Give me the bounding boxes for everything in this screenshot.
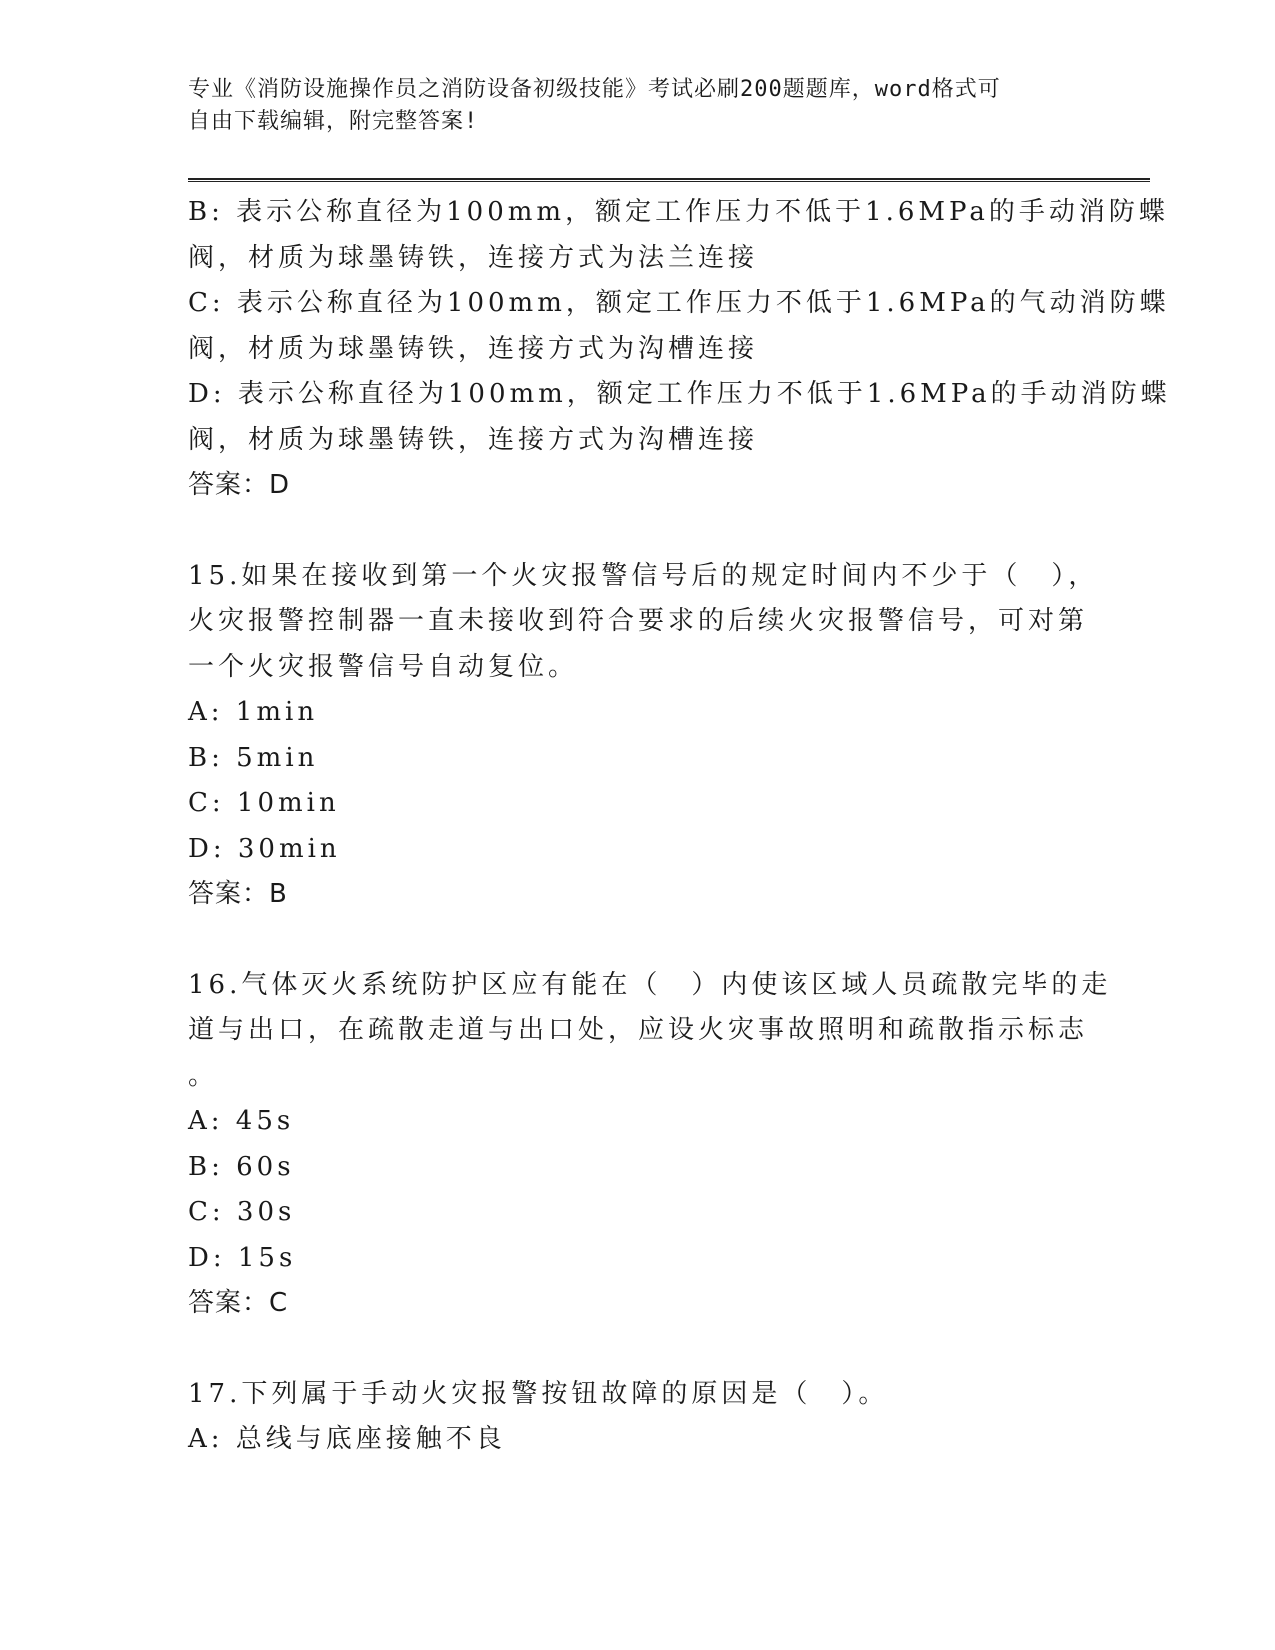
option-c: C: 30s bbox=[188, 1197, 296, 1227]
question-16-stem-1: 16.气体灭火系统防护区应有能在（ ）内使该区域人员疏散完毕的走 bbox=[188, 969, 1112, 1000]
question-15 bbox=[188, 554, 1099, 918]
document-header bbox=[188, 74, 1068, 138]
option-d: D: 15s bbox=[188, 1242, 297, 1273]
question-16 bbox=[188, 963, 1112, 1327]
question-15-stem-3: 一个火灾报警信号自动复位。 bbox=[188, 651, 579, 682]
header-line-2: 自由下载编辑，附完整答案! bbox=[188, 109, 479, 134]
question-16-stem-2: 道与出口，在疏散走道与出口处，应设火灾事故照明和疏散指示标志 bbox=[188, 1015, 1089, 1045]
option-d: D: 30min bbox=[188, 833, 341, 864]
option-a: A: 1min bbox=[188, 697, 319, 727]
answer-15: 答案：B bbox=[188, 879, 288, 909]
spacer bbox=[188, 918, 1088, 963]
question-17 bbox=[188, 1372, 1088, 1463]
option-d-line-2: 阀，材质为球墨铸铁，连接方式为沟槽连接 bbox=[188, 424, 759, 455]
option-b-line-1: B: 表示公称直径为100mm，额定工作压力不低于1.6MPa的手动消防蝶 bbox=[188, 197, 1169, 227]
header-divider bbox=[188, 178, 1150, 182]
option-d-line-1: D: 表示公称直径为100mm，额定工作压力不低于1.6MPa的手动消防蝶 bbox=[188, 379, 1171, 409]
option-c: C: 10min bbox=[188, 788, 340, 818]
question-17-stem-1: 17.下列属于手动火灾报警按钮故障的原因是（ ）。 bbox=[188, 1378, 889, 1409]
question-14-tail bbox=[188, 190, 1171, 509]
option-a: A: 45s bbox=[188, 1106, 295, 1136]
option-b-line-2: 阀，材质为球墨铸铁，连接方式为法兰连接 bbox=[188, 242, 759, 273]
question-15-stem-1: 15.如果在接收到第一个火灾报警信号后的规定时间内不少于（ ）， bbox=[188, 560, 1099, 591]
answer-16: 答案：C bbox=[188, 1288, 289, 1318]
question-content bbox=[188, 190, 1171, 1463]
option-b: B: 60s bbox=[188, 1151, 295, 1182]
header-line-1: 专业《消防设施操作员之消防设备初级技能》考试必刷200题题库，word格式可 bbox=[188, 77, 1001, 102]
option-c-line-2: 阀，材质为球墨铸铁，连接方式为沟槽连接 bbox=[188, 333, 759, 364]
option-c-line-1: C: 表示公称直径为100mm，额定工作压力不低于1.6MPa的气动消防蝶 bbox=[188, 288, 1170, 318]
option-b: B: 5min bbox=[188, 742, 319, 773]
spacer bbox=[188, 509, 1088, 554]
answer-14: 答案：D bbox=[188, 470, 291, 500]
spacer bbox=[188, 1327, 1088, 1372]
option-a: A: 总线与底座接触不良 bbox=[188, 1424, 506, 1454]
question-15-stem-2: 火灾报警控制器一直未接收到符合要求的后续火灾报警信号，可对第 bbox=[188, 606, 1089, 636]
question-16-stem-3: 。 bbox=[188, 1060, 219, 1091]
